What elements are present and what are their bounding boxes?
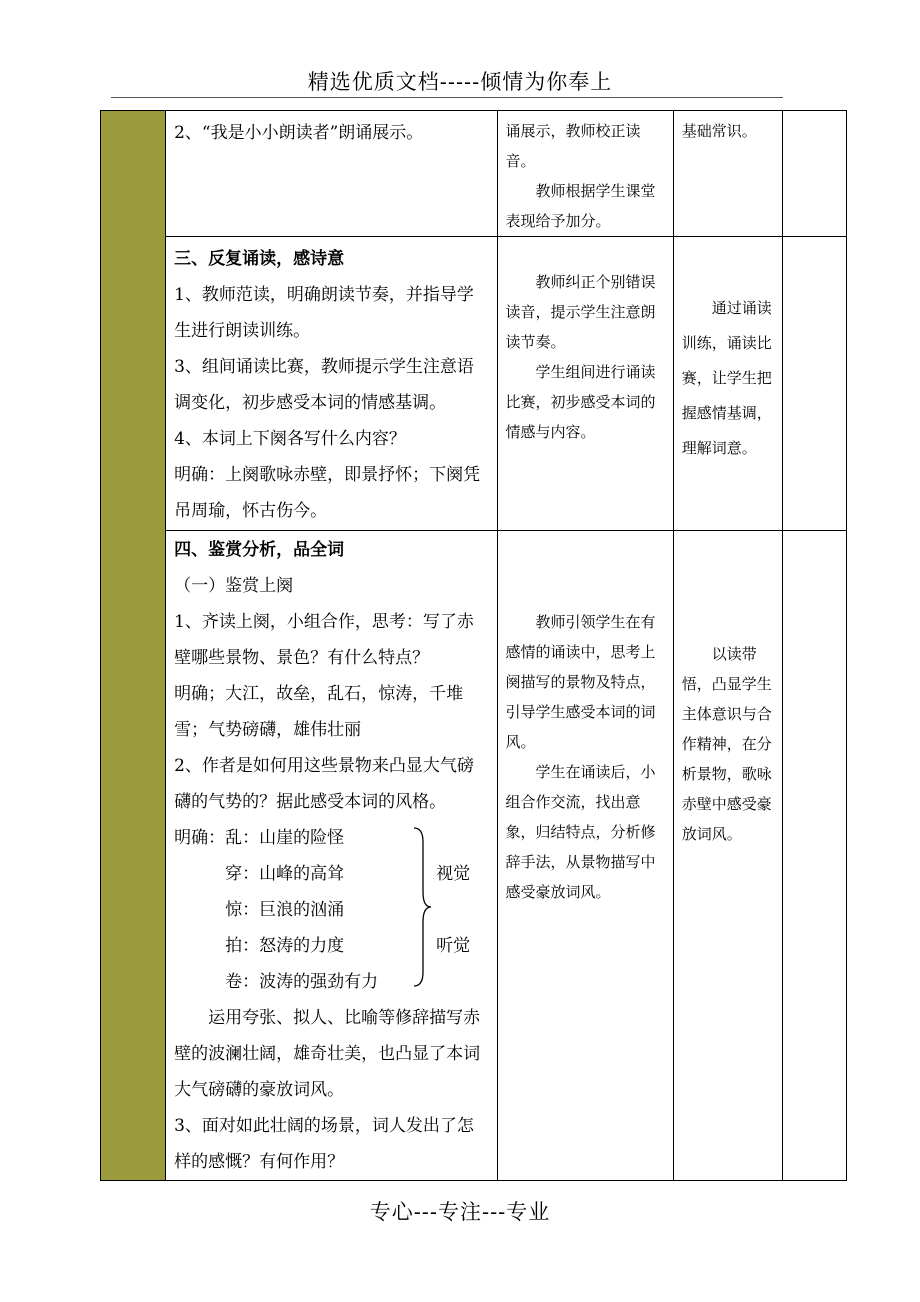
notes-cell [782, 531, 846, 1181]
activity-text: 学生组间进行诵读比赛，初步感受本词的情感与内容。 [505, 363, 656, 441]
header-rule [111, 97, 783, 98]
page-header: 精选优质文档-----倾情为你奉上 [307, 70, 613, 94]
content-line: 1、教师范读，明确朗读节奏，并指导学生进行朗读训练。 [174, 285, 474, 341]
question-text: 1、齐读上阕，小组合作，思考：写了赤壁哪些景物、景色？有什么特点？ [174, 612, 474, 668]
question-text: 2、作者是如何用这些景物来凸显大气磅礴的气势的？据此感受本词的风格。 [174, 756, 474, 812]
sub-heading: （一）鉴赏上阕 [174, 576, 294, 596]
content-cell [166, 111, 497, 237]
table-row [101, 531, 847, 1181]
activity-cell [497, 111, 673, 237]
lesson-plan-table [100, 110, 847, 1181]
intent-text: 以读带悟，凸显学生主体意识与合作精神，在分析景物，歌咏赤壁中感受豪放词风。 [681, 645, 772, 843]
activity-cell [497, 237, 673, 531]
content-line: 明确：上阕歌咏赤壁，即景抒怀；下阕凭吊周瑜，怀古伤今。 [174, 465, 481, 521]
answer-text: 明确；大江，故垒，乱石，惊涛，千堆雪；气势磅礴，雄伟壮丽 [174, 684, 464, 740]
analysis-line: 明确：乱：山崖的险怪 [174, 828, 345, 848]
intent-text: 基础常识。 [681, 122, 757, 140]
table-row [101, 111, 847, 237]
activity-text: 教师纠正个别错误读音，提示学生注意朗读节奏。 [505, 273, 656, 351]
question-text: 3、面对如此壮阔的场景，词人发出了怎样的感慨？有何作用？ [174, 1116, 474, 1172]
analysis-line: 惊：巨浪的汹涌 [174, 900, 345, 920]
table-row [101, 237, 847, 531]
audio-tag: 听觉 [436, 936, 471, 956]
analysis-line: 穿：山峰的高耸 [174, 864, 345, 884]
notes-cell [782, 237, 846, 531]
content-line: 4、本词上下阕各写什么内容？ [174, 429, 406, 449]
activity-cell [497, 531, 673, 1181]
summary-text: 运用夸张、拟人、比喻等修辞描写赤壁的波澜壮阔，雄奇壮美，也凸显了本词大气磅礴的豪放词风。 [174, 1008, 481, 1100]
intent-cell [673, 111, 782, 237]
recital-show-text: 2、“我是小小朗读者”朗诵展示。 [174, 123, 424, 143]
intent-cell [673, 531, 782, 1181]
activity-text: 教师引领学生在有感情的诵读中，思考上阕描写的景物及特点，引导学生感受本词的词风。 [505, 613, 656, 751]
analysis-line: 拍：怒涛的力度 [174, 936, 345, 956]
content-cell [166, 531, 497, 1181]
activity-text: 诵展示，教师校正读音。 [505, 122, 641, 170]
visual-tag: 视觉 [436, 864, 471, 884]
side-bar-cell [101, 111, 166, 1181]
page-footer: 专心---专注---专业 [369, 1200, 551, 1224]
answer-analysis [174, 820, 490, 1000]
content-cell [166, 237, 497, 531]
activity-text: 学生在诵读后，小组合作交流，找出意象，归结特点，分析修辞手法，从景物描写中感受豪放词风。 [505, 763, 656, 901]
intent-cell [673, 237, 782, 531]
content-line: 3、组间诵读比赛，教师提示学生注意语调变化，初步感受本词的情感基调。 [174, 357, 474, 413]
intent-text: 通过诵读训练，诵读比赛，让学生把握感情基调，理解词意。 [681, 299, 772, 457]
section-heading: 三、反复诵读，感诗意 [174, 249, 345, 269]
notes-cell [782, 111, 846, 237]
analysis-line: 卷：波涛的强劲有力 [174, 972, 379, 992]
section-heading: 四、鉴赏分析，品全词 [174, 540, 345, 560]
activity-text: 教师根据学生课堂表现给予加分。 [505, 182, 656, 230]
curly-brace-icon [412, 826, 432, 988]
